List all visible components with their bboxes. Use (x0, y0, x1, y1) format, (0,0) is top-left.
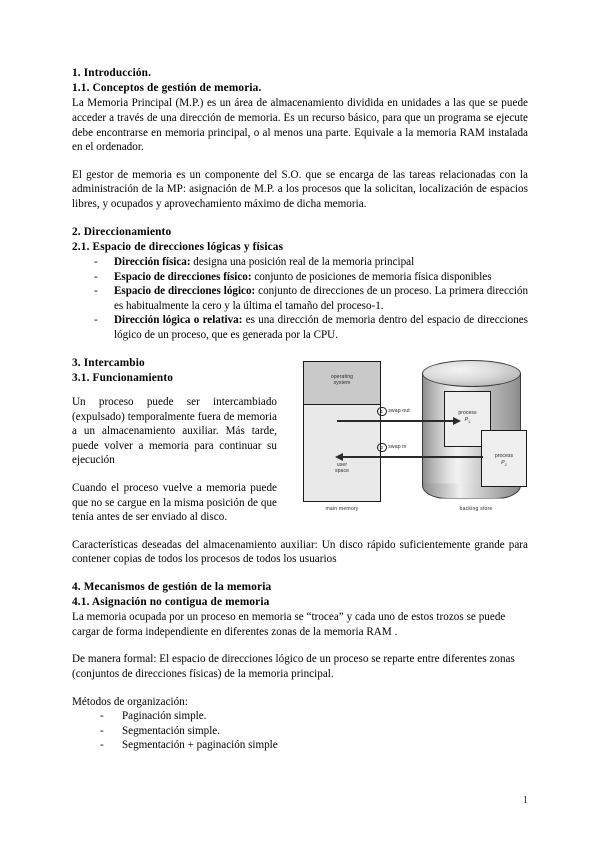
list-item-separator: : (251, 285, 256, 298)
operating-system-label (304, 374, 380, 387)
paragraph-memoria-troceada: La memoria ocupada por un proceso en memoria se “trocea” y cada uno de estos trozos se puede cargar de forma independiente en diferentes zonas de la memoria RAM . (72, 611, 506, 638)
backing-store-caption: backing store (459, 505, 493, 512)
dash-bullet-icon: - (100, 739, 104, 752)
process-p1-label (445, 410, 490, 425)
swap-in-arrow-line (343, 456, 483, 458)
os-label-line2: system (333, 379, 351, 386)
paragraph-memoria-principal: La Memoria Principal (M.P.) es un área de almacenamiento dividida en unidades a las que se puede acceder a través de una dirección de memoria. Es un recurso básico, para que un programa se ejecute debe encontrarse en memoria principal, o al menos una parte. Equivale a la memoria RAM instalada en el ordenador. (72, 97, 528, 154)
swap-out-label (377, 407, 410, 417)
paragraph-vuelve-memoria: Cuando el proceso vuelve a memoria puede que no se cargue en la misma posición de que tenía antes de ser enviado al disco. (72, 481, 277, 524)
process-p2-line1: process (494, 452, 514, 459)
page-number: 1 (522, 795, 528, 806)
list-item (72, 738, 528, 753)
list-item-text: Paginación simple. (122, 710, 207, 723)
list-item-term: Espacio de direcciones lógico (114, 285, 252, 298)
heading-2-direccionamiento: 2. Direccionamiento (72, 225, 172, 238)
list-item-separator: : (247, 270, 252, 283)
list-item-separator: : (186, 255, 191, 268)
swap-out-text: swap out (388, 407, 410, 414)
list-item (72, 709, 528, 724)
list-item-term: Dirección física (114, 255, 187, 268)
paragraph-manera-formal: De manera formal: El espacio de direcciones lógico de un proceso se reparte entre diferentes zonas (conjuntos de direcciones físicas) de la memoria principal. (72, 653, 515, 681)
swapping-figure-container (285, 358, 528, 518)
cylinder-top (422, 360, 521, 387)
operating-system-region (304, 362, 380, 405)
swap-in-arrow-head-icon (335, 453, 343, 461)
swap-in-text: swap in (388, 443, 407, 450)
swap-out-step-number: 1 (377, 407, 387, 417)
heading-1-1-conceptos: 1.1. Conceptos de gestión de memoria. (72, 82, 262, 95)
swapping-diagram (285, 358, 528, 518)
paragraph-intercambio: Un proceso puede ser intercambiado (expulsado) temporalmente fuera de memoria a un almacenamiento auxiliar. Más tarde, puede volver a memoria para continuar su ejecución (72, 395, 277, 467)
dash-bullet-icon: - (94, 314, 98, 327)
user-label-line1: user (336, 461, 348, 468)
swap-out-arrow-head-icon (453, 417, 461, 425)
list-item (72, 724, 528, 739)
heading-3-1-funcionamiento: 3.1. Funcionamiento (72, 371, 174, 384)
user-label-line2: space (334, 467, 350, 474)
list-item (72, 284, 528, 313)
heading-4-1-asignacion: 4.1. Asignación no contigua de memoria (72, 596, 270, 609)
os-label-line1: operating (330, 373, 354, 380)
list-item-separator: : (238, 314, 243, 327)
process-p2-box (481, 430, 527, 487)
process-p2-symbol: P (501, 459, 505, 466)
list-item-text: Segmentación + paginación simple (122, 739, 278, 752)
main-memory-box (303, 361, 381, 502)
process-p2-label (482, 453, 526, 468)
heading-2-1-espacio-direcciones: 2.1. Espacio de direcciones lógicas y físicas (72, 240, 284, 253)
process-p2-subscript: 2 (504, 461, 507, 467)
swap-in-step-number: 2 (377, 443, 387, 453)
list-item-term: Espacio de direcciones físico (114, 270, 248, 283)
bullet-list-direcciones (72, 255, 528, 343)
dash-bullet-icon: - (94, 255, 98, 268)
dash-bullet-icon: - (100, 724, 104, 737)
page-content (72, 66, 528, 753)
main-memory-caption: main memory (325, 505, 359, 512)
dash-bullet-icon: - (100, 710, 104, 723)
list-item-text: es una dirección de memoria dentro del espacio de direcciones lógico de un proceso, que es generada por la CPU. (114, 314, 528, 341)
list-item-text: designa una posición real de la memoria principal (190, 255, 415, 268)
list-item (72, 270, 528, 285)
list-item (72, 313, 528, 342)
dash-bullet-icon: - (94, 285, 98, 298)
heading-3-intercambio: 3. Intercambio (72, 356, 145, 369)
dash-bullet-icon: - (94, 270, 98, 283)
paragraph-caracteristicas-auxiliar: Características deseadas del almacenamiento auxiliar: Un disco rápido suficientemente grande para contener copias de todos los procesos de todos los usuarios (72, 538, 528, 566)
list-item-term: Dirección lógica o relativa (114, 314, 239, 327)
paragraph-metodos-organizacion: Métodos de organización: (72, 695, 188, 708)
heading-4-mecanismos: 4. Mecanismos de gestión de la memoria (72, 580, 272, 593)
user-space-label (304, 462, 380, 475)
list-item-text: Segmentación simple. (122, 724, 220, 737)
heading-1-introduccion: 1. Introducción. (72, 67, 152, 79)
process-p1-subscript: 1 (468, 418, 471, 424)
process-p1-line1: process (458, 409, 477, 416)
swap-in-label (377, 443, 406, 453)
list-item (72, 255, 528, 270)
process-p1-symbol: P (464, 416, 469, 423)
list-item-text: conjunto de posiciones de memoria física disponibles (251, 270, 492, 283)
swap-out-arrow-line (337, 420, 455, 422)
list-item-text: conjunto de direcciones de un proceso. La primera dirección es habitualmente la cero y la última el tamaño del proceso-1. (114, 285, 528, 312)
paragraph-gestor-memoria: El gestor de memoria es un componente del S.O. que se encarga de las tareas relacionadas con la administración de la MP: asignación de M.P. a los procesos que la solicitan, localización de espacios libres, y ocupados y aprovechamiento máximo de dicha memoria. (72, 168, 528, 210)
bullet-list-metodos (72, 709, 528, 753)
